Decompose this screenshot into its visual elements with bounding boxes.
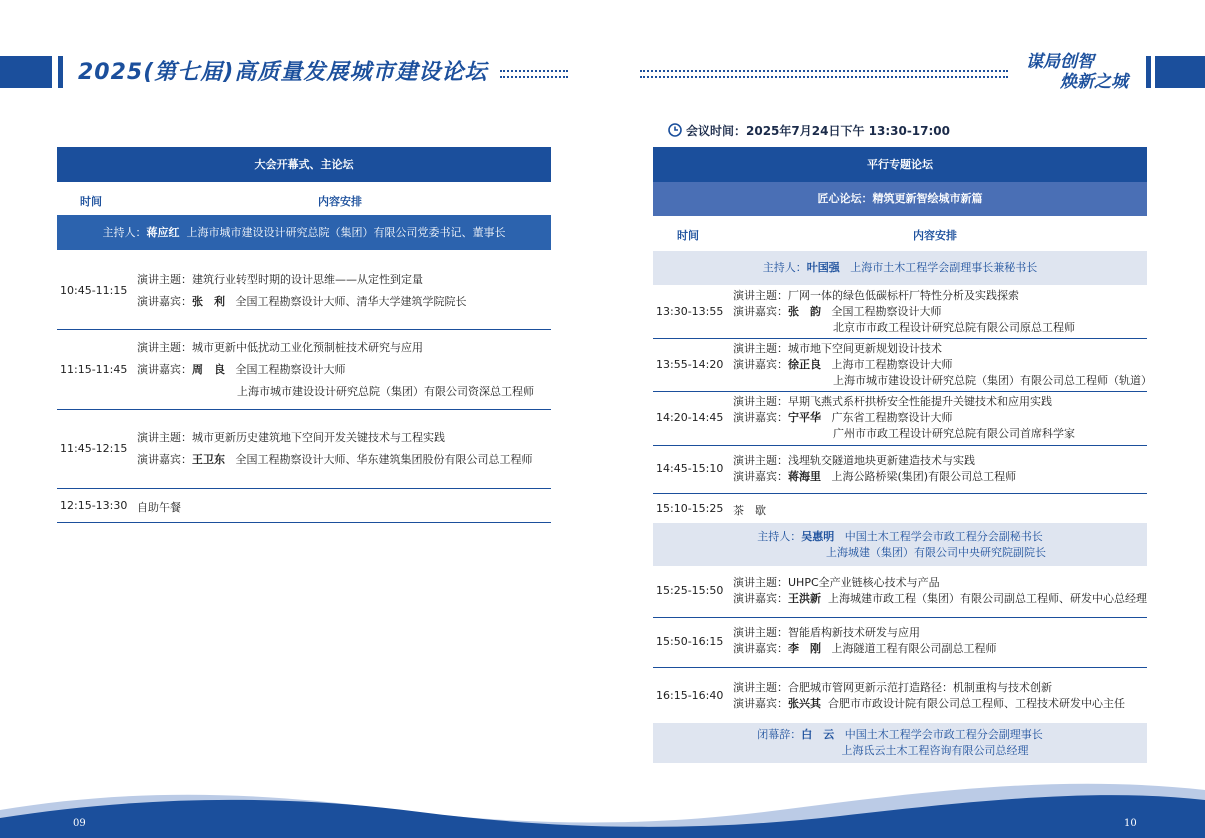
speaker-name: 张 利 [192, 295, 225, 308]
speaker-title: 广东省工程勘察设计大师 [831, 411, 953, 424]
row-content: 演讲主题：城市更新中低扰动工业化预制桩技术研究与应用 演讲嘉宾：周 良 全国工程勘察设计大师 上海市城市建设设计研究总院（集团）有限公司资深总工程师 [137, 341, 534, 398]
row-time: 13:30-13:55 [656, 305, 724, 318]
right-host1-bar: 主持人：叶国强 上海市土木工程学会副理事长兼秘书长 [653, 251, 1147, 285]
speaker-name: 王卫东 [192, 453, 225, 466]
row-content: 演讲主题：建筑行业转型时期的设计思维——从定性到定量 演讲嘉宾：张 利 全国工程勘察设计大师、清华大学建筑学院院长 [137, 273, 467, 308]
table-row [653, 445, 1147, 494]
table-row [653, 667, 1147, 723]
talk-topic: 早期飞燕式系杆拱桥安全性能提升关键技术和应用实践 [788, 395, 1052, 408]
talk-topic: UHPC全产业链核心技术与产品 [788, 576, 940, 589]
header-right-block [1155, 56, 1205, 88]
speaker-title: 上海城建市政工程（集团）有限公司副总工程师、研发中心总经理 [828, 592, 1147, 605]
clock-icon [668, 123, 682, 137]
header-right-stripe [1146, 56, 1151, 88]
slogan-line1: 谋局创智 [1026, 52, 1094, 72]
speaker-name: 宁平华 [788, 411, 821, 424]
row-content: 演讲主题：城市更新历史建筑地下空间开发关键技术与工程实践 演讲嘉宾：王卫东 全国工程勘察设计大师、华东建筑集团股份有限公司总工程师 [137, 431, 533, 466]
tea-break-label: 茶 歇 [733, 504, 766, 517]
tea-break-row [653, 493, 1147, 523]
row-content: 演讲主题：UHPC全产业链核心技术与产品 演讲嘉宾：王洪新 上海城建市政工程（集团）有限公司副总工程师、研发中心总经理 [733, 576, 1147, 605]
footer-wave [0, 770, 1205, 838]
row-time: 13:55-14:20 [656, 358, 724, 371]
forum-title: 2025(第七届)高质量发展城市建设论坛 [78, 60, 488, 85]
speaker-title: 上海公路桥梁(集团)有限公司总工程师 [831, 470, 1017, 483]
talk-topic: 浅埋轨交隧道地块更新建造技术与实践 [788, 454, 975, 467]
host-name: 吴惠明 [801, 530, 835, 543]
meeting-time-text: 会议时间：2025年7月24日下午 13:30-17:00 [686, 124, 951, 138]
row-content: 演讲主题：合肥城市管网更新示范打造路径：机制重构与技术创新 演讲嘉宾：张兴其 合肥市市政设计院有限公司总工程师、工程技术研发中心主任 [733, 681, 1125, 710]
row-time: 12:15-13:30 [60, 499, 128, 512]
row-time: 15:50-16:15 [656, 635, 724, 648]
speaker-title-2: 广州市市政工程设计研究总院有限公司首席科学家 [833, 427, 1075, 440]
header-left-block [0, 56, 52, 88]
page-number-left: 09 [73, 818, 86, 829]
speaker-name: 张兴其 [788, 697, 821, 710]
row-time: 11:45-12:15 [60, 442, 128, 455]
page-number-right: 10 [1124, 818, 1137, 829]
row-content: 演讲主题：城市地下空间更新规划设计技术 演讲嘉宾：徐正良 上海市工程勘察设计大师 上海市城市建设设计研究总院（集团）有限公司总工程师（轨道） [733, 342, 1152, 387]
right-col-time: 时间 [677, 229, 699, 242]
row-time: 15:10-15:25 [656, 502, 724, 515]
right-col-content: 内容安排 [913, 229, 957, 242]
row-time: 15:25-15:50 [656, 584, 724, 597]
speaker-name: 蒋海里 [788, 470, 821, 483]
parallel-forum-header: 平行专题论坛 [653, 147, 1147, 182]
closing-title: 中国土木工程学会市政工程分会副理事长 [844, 728, 1043, 741]
sub-forum-header: 匠心论坛：精筑更新智绘城市新篇 [653, 182, 1147, 216]
speaker-title: 全国工程勘察设计大师 [831, 305, 942, 318]
table-row-lunch [57, 488, 551, 523]
row-content: 演讲主题：厂网一体的绿色低碳标杆厂特性分析及实践探索 演讲嘉宾：张 韵 全国工程勘察设计大师 北京市市政工程设计研究总院有限公司原总工程师 [733, 289, 1075, 334]
talk-topic: 智能盾构新技术研发与应用 [788, 626, 920, 639]
row-time: 14:20-14:45 [656, 411, 724, 424]
table-row [653, 285, 1147, 339]
host-name: 蒋应红 [146, 226, 180, 239]
left-col-content: 内容安排 [318, 195, 362, 208]
left-col-time: 时间 [80, 195, 102, 208]
row-time: 16:15-16:40 [656, 689, 724, 702]
main-forum-header: 大会开幕式、主论坛 [57, 147, 551, 182]
speaker-title: 合肥市市政设计院有限公司总工程师、工程技术研发中心主任 [828, 697, 1125, 710]
header-left-stripe [58, 56, 63, 88]
speaker-title: 全国工程勘察设计大师、华东建筑集团股份有限公司总工程师 [235, 453, 533, 466]
row-time: 10:45-11:15 [60, 284, 128, 297]
speaker-name: 李 刚 [788, 642, 821, 655]
table-row [653, 391, 1147, 446]
host-title: 中国土木工程学会市政工程分会副秘书长 [844, 530, 1043, 543]
closing-speaker: 白 云 [801, 728, 835, 741]
speaker-title-2: 北京市市政工程设计研究总院有限公司原总工程师 [833, 321, 1075, 334]
right-host2-bar: 主持人：吴惠明 中国土木工程学会市政工程分会副秘书长 上海城建（集团）有限公司中央研究院副院长 [653, 523, 1147, 566]
table-row [57, 329, 551, 410]
row-content: 演讲主题：浅埋轨交隧道地块更新建造技术与实践 演讲嘉宾：蒋海里 上海公路桥梁(集团)有限公司总工程师 [733, 454, 1017, 483]
host-title-2: 上海城建（集团）有限公司中央研究院副院长 [826, 546, 1046, 559]
closing-bar: 闭幕辞：白 云 中国土木工程学会市政工程分会副理事长 上海氐云土木工程咨询有限公司总经理 [653, 723, 1147, 763]
lunch-label: 自助午餐 [137, 501, 181, 514]
table-row [57, 250, 551, 330]
talk-topic: 建筑行业转型时期的设计思维——从定性到定量 [192, 273, 423, 286]
host-title: 上海市土木工程学会副理事长兼秘书长 [850, 261, 1038, 274]
row-time: 14:45-15:10 [656, 462, 724, 475]
talk-topic: 合肥城市管网更新示范打造路径：机制重构与技术创新 [788, 681, 1052, 694]
row-time: 11:15-11:45 [60, 363, 128, 376]
table-row [653, 566, 1147, 618]
speaker-name: 王洪新 [788, 592, 821, 605]
row-content: 演讲主题：早期飞燕式系杆拱桥安全性能提升关键技术和应用实践 演讲嘉宾：宁平华 广东省工程勘察设计大师 广州市市政工程设计研究总院有限公司首席科学家 [733, 395, 1075, 440]
table-row [653, 338, 1152, 392]
speaker-title: 上海市工程勘察设计大师 [831, 358, 953, 371]
slogan [1018, 52, 1136, 92]
table-row [57, 409, 551, 489]
host-name: 叶国强 [806, 261, 840, 274]
talk-topic: 城市更新中低扰动工业化预制桩技术研究与应用 [192, 341, 423, 354]
speaker-name: 周 良 [192, 363, 225, 376]
speaker-title: 全国工程勘察设计大师 [235, 363, 346, 376]
row-content: 演讲主题：智能盾构新技术研发与应用 演讲嘉宾：李 刚 上海隧道工程有限公司副总工程师 [733, 626, 997, 655]
speaker-title-2: 上海市城市建设设计研究总院（集团）有限公司资深总工程师 [237, 385, 534, 398]
speaker-title: 上海隧道工程有限公司副总工程师 [831, 642, 997, 655]
talk-topic: 城市地下空间更新规划设计技术 [788, 342, 942, 355]
header-right-divider [640, 70, 1008, 78]
speaker-name: 徐正良 [788, 358, 821, 371]
table-row [653, 617, 1147, 668]
speaker-title: 全国工程勘察设计大师、清华大学建筑学院院长 [235, 295, 467, 308]
talk-topic: 城市更新历史建筑地下空间开发关键技术与工程实践 [192, 431, 445, 444]
speaker-title-2: 上海市城市建设设计研究总院（集团）有限公司总工程师（轨道） [833, 374, 1152, 387]
slogan-line2: 焕新之城 [1060, 72, 1128, 92]
left-host-bar [57, 215, 551, 250]
host-label: 主持人： [102, 226, 147, 239]
talk-topic: 厂网一体的绿色低碳标杆厂特性分析及实践探索 [788, 289, 1019, 302]
meeting-time [668, 120, 950, 139]
closing-title-2: 上海氐云土木工程咨询有限公司总经理 [841, 744, 1029, 757]
speaker-name: 张 韵 [788, 305, 821, 318]
host-title: 上海市城市建设设计研究总院（集团）有限公司党委书记、董事长 [186, 226, 506, 239]
header-left-divider [500, 70, 568, 78]
